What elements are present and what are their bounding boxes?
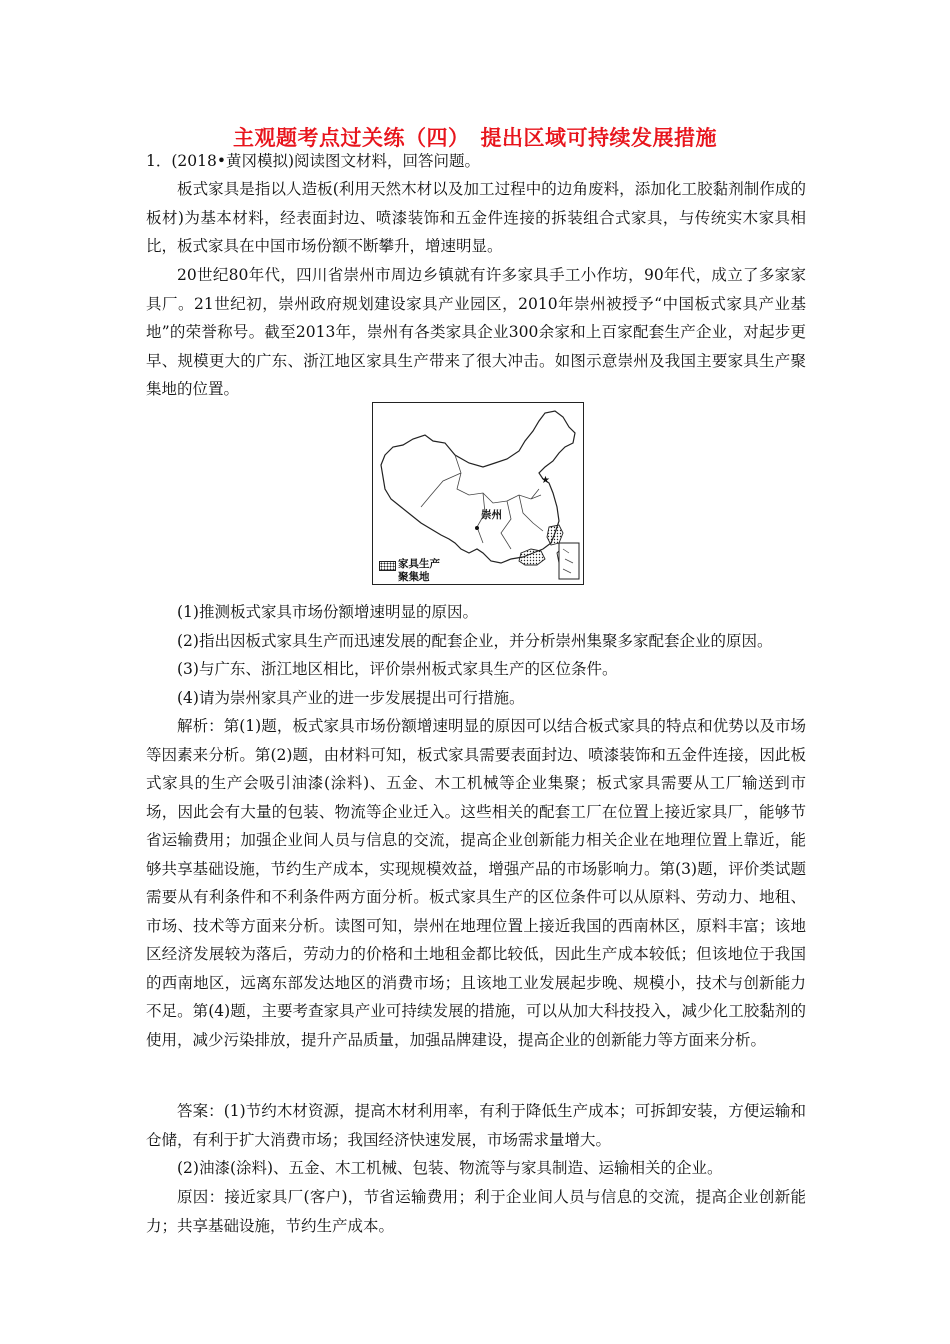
- answer-1: 答案：(1)节约木材资源，提高木材利用率，有利于降低生产成本；可拆卸安装，方便运输和仓储，有利于扩大消费市场；我国经济快速发展，市场需求量增大。: [146, 1102, 806, 1149]
- answer-2: (2)油漆(涂料)、五金、木工机械、包装、物流等与家具制造、运输相关的企业。: [177, 1159, 723, 1177]
- legend-label-line1: 家具生产: [398, 558, 440, 570]
- analysis-paragraph: 解析：第(1)题，板式家具市场份额增速明显的原因可以结合板式家具的特点和优势以及市场等因素来分析。第(2)题，由材料可知，板式家具需要表面封边、喷漆装饰和五金件连接，因此板式家具的生产会吸引油漆(涂料)、五金、木工机械等企业集聚；板式家具需要从工厂输送到市场，因此会有大量的包装、物流等企业迁入。这些相关的配套工厂在位置上接近家具厂，能够节省运输费用；加强企业间人员与信息的交流，提高企业创新能力相关企业在地理位置上靠近，能够共享基础设施，节约生产成本，实现规模效益，增强产品的市场影响力。第(3)题，评价类试题需要从有利条件和不利条件两方面分析。板式家具生产的区位条件可以从原料、劳动力、地租、市场、技术等方面来分析。读图可知，崇州在地理位置上接近我国的西南林区，原料丰富；该地区经济发展较为落后，劳动力的价格和土地租金都比较低，因此生产成本较低；但该地位于我国的西南地区，远离东部发达地区的消费市场；且该地工业发展起步晚、规模小，技术与创新能力不足。第(4)题，主要考查家具产业可持续发展的措施，可以从加大科技投入，减少化工胶黏剂的使用，减少污染排放，提升产品质量，加强品牌建设，提高企业的创新能力等方面来分析。: [146, 717, 806, 1049]
- material-paragraph-2: 20世纪80年代，四川省崇州市周边乡镇就有许多家具手工小作坊，90年代，成立了多家家具厂。21世纪初，崇州政府规划建设家具产业园区，2010年崇州被授予“中国板式家具产业基地”的荣誉称号。截至2013年，崇州有各类家具企业300余家和上百家配套生产企业，对起步更早、规模更大的广东、浙江地区家具生产带来了很大冲击。如图示意崇州及我国主要家具生产聚集地的位置。: [146, 266, 806, 398]
- sub-question-1: (1)推测板式家具市场份额增速明显的原因。: [177, 603, 478, 621]
- sub-question-2: (2)指出因板式家具生产而迅速发展的配套企业，并分析崇州集聚多家配套企业的原因。: [177, 632, 773, 650]
- china-outline: [381, 411, 575, 563]
- question-number-line: 1．(2018•黄冈模拟)阅读图文材料，回答问题。: [146, 152, 481, 170]
- furniture-cluster-zhejiang: [547, 525, 563, 545]
- sub-question-3: (3)与广东、浙江地区相比，评价崇州板式家具生产的区位条件。: [177, 660, 618, 678]
- page-title: 主观题考点过关练（四） 提出区域可持续发展措施: [233, 126, 717, 150]
- chongzhou-label: 崇州: [481, 509, 502, 521]
- sub-question-4: (4)请为崇州家具产业的进一步发展提出可行措施。: [177, 689, 525, 707]
- chongzhou-point: [475, 526, 479, 530]
- china-map-figure: [372, 402, 584, 585]
- china-outline-map: [373, 403, 583, 584]
- capital-star-icon: ★: [541, 475, 550, 486]
- legend-swatch-icon: [379, 561, 396, 571]
- material-paragraph-1: 板式家具是指以人造板(利用天然木材以及加工过程中的边角废料，添加化工胶黏剂制作成的板材)为基本材料，经表面封边、喷漆装饰和五金件连接的拆装组合式家具，与传统实木家具相比，板式家具在中国市场份额不断攀升，增速明显。: [146, 180, 806, 255]
- legend-label-line2: 聚集地: [398, 571, 430, 583]
- answer-2-reason: 原因：接近家具厂(客户)，节省运输费用；利于企业间人员与信息的交流，提高企业创新能力；共享基础设施，节约生产成本。: [146, 1188, 806, 1235]
